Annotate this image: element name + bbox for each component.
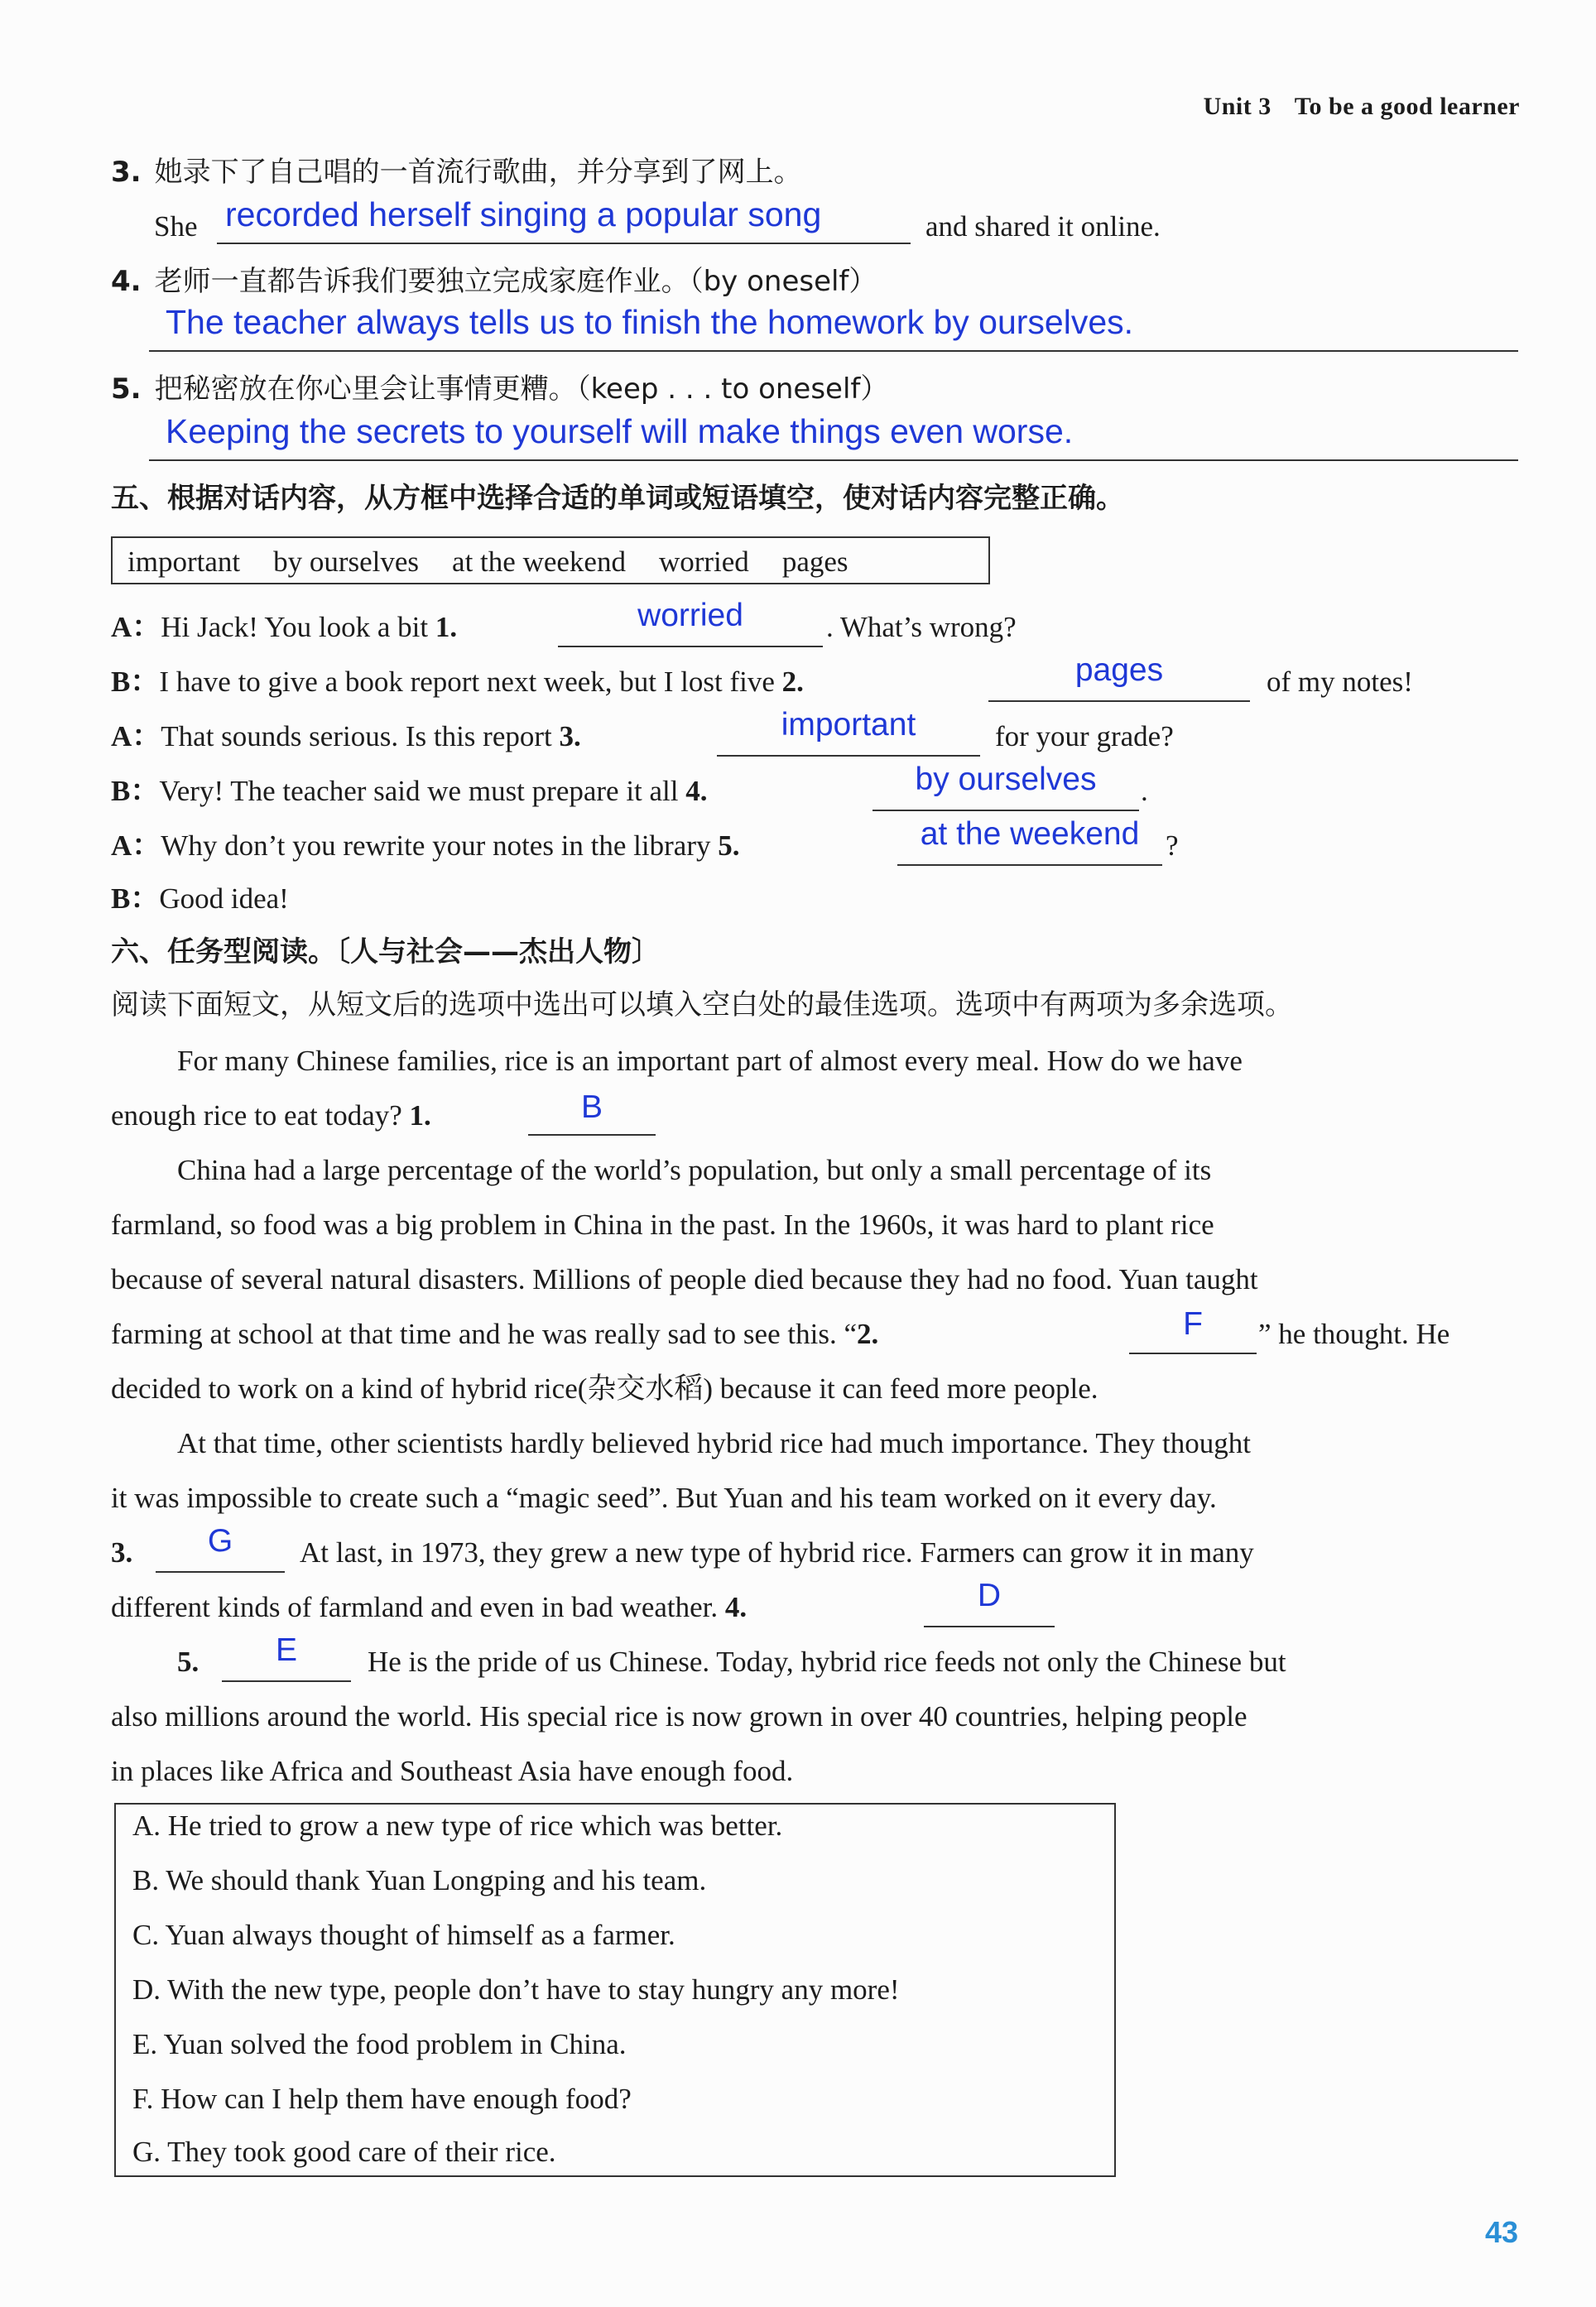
dialogue-blank-5[interactable]	[897, 864, 1162, 866]
dialogue-after-4: .	[1141, 775, 1148, 807]
passage-line: also millions around the world. His special rice is now grown in over 40 countries, helping people	[111, 1700, 1247, 1733]
q3-tail: and shared it online.	[925, 210, 1161, 243]
section5-heading: 五、根据对话内容，从方框中选择合适的单词或短语填空，使对话内容完整正确。	[111, 482, 1124, 515]
unit-title: To be a good learner	[1294, 93, 1520, 120]
passage-line: in places like Africa and Southeast Asia have enough food.	[111, 1755, 794, 1787]
passage-line: 3.	[111, 1536, 133, 1569]
dialogue-line: B：Good idea!	[111, 882, 289, 915]
option-g: G. They took good care of their rice.	[132, 2136, 556, 2168]
passage-line: farmland, so food was a big problem in China in the past. In the 1960s, it was hard to plant rice	[111, 1209, 1214, 1241]
dialogue-line: A：That sounds serious. Is this report 3.	[111, 720, 581, 752]
word-option: pages	[781, 546, 848, 578]
dialogue-line: A：Why don’t you rewrite your notes in the library 5.	[111, 829, 740, 862]
q3-lead: She	[154, 210, 198, 243]
passage-line: different kinds of farmland and even in bad weather. 4.	[111, 1591, 748, 1623]
q5-answer: Keeping the secrets to yourself will make things even worse.	[166, 412, 1074, 450]
q5-answer-line[interactable]	[149, 459, 1518, 461]
word-option: at the weekend	[452, 546, 626, 578]
dialogue-blank-1[interactable]	[558, 646, 823, 647]
passage-line: because of several natural disasters. Millions of people died because they had no food. Yuan taught	[111, 1263, 1258, 1295]
passage-answer-4: D	[977, 1578, 1002, 1613]
passage-line: At that time, other scientists hardly believed hybrid rice had much importance. They thought	[177, 1427, 1251, 1459]
passage-blank-5[interactable]	[222, 1680, 351, 1682]
word-option: important	[127, 546, 241, 578]
passage-line: He is the pride of us Chinese. Today, hybrid rice feeds not only the Chinese but	[368, 1646, 1286, 1678]
section6-heading: 六、任务型阅读。〔人与社会——杰出人物〕	[111, 935, 660, 968]
passage-blank-4[interactable]	[924, 1626, 1055, 1627]
q3-answer: recorded herself singing a popular song	[225, 195, 822, 233]
dialogue-after-3: for your grade?	[995, 720, 1174, 752]
option-d: D. With the new type, people don’t have to stay hungry any more!	[132, 1973, 900, 2006]
dialogue-blank-3[interactable]	[717, 755, 980, 757]
word-option: worried	[658, 546, 749, 578]
q3-prompt: 3. 她录下了自己唱的一首流行歌曲，并分享到了网上。	[111, 156, 802, 189]
dialogue-line: A：Hi Jack! You look a bit 1.	[111, 611, 458, 643]
option-a: A. He tried to grow a new type of rice which was better.	[132, 1810, 783, 1842]
option-b: B. We should thank Yuan Longping and his team.	[132, 1864, 707, 1896]
dialogue-blank-4[interactable]	[873, 810, 1139, 811]
passage-line: For many Chinese families, rice is an important part of almost every meal. How do we have	[177, 1045, 1243, 1077]
passage-blank-3[interactable]	[156, 1571, 285, 1573]
option-e: E. Yuan solved the food problem in China.	[132, 2028, 627, 2060]
dialogue-after-5: ?	[1166, 829, 1179, 862]
word-box	[111, 536, 990, 584]
dialogue-answer-1: worried	[637, 598, 743, 633]
unit-label: Unit 3	[1203, 93, 1272, 120]
dialogue-line: B：Very! The teacher said we must prepare it all 4.	[111, 775, 708, 807]
option-f: F. How can I help them have enough food?	[132, 2083, 632, 2115]
q3-blank[interactable]	[217, 243, 911, 244]
dialogue-answer-4: by ourselves	[915, 762, 1097, 797]
option-c: C. Yuan always thought of himself as a farmer.	[132, 1919, 675, 1951]
passage-answer-5: E	[275, 1632, 297, 1668]
passage-line: enough rice to eat today? 1.	[111, 1099, 431, 1132]
passage-line: decided to work on a kind of hybrid rice(杂交水稻) because it can feed more people.	[111, 1372, 1098, 1405]
page-number: 43	[1484, 2215, 1518, 2249]
passage-answer-1: B	[580, 1089, 603, 1125]
passage-answer-3: G	[207, 1523, 233, 1559]
passage-line: farming at school at that time and he was really sad to see this. “2.	[111, 1318, 879, 1350]
dialogue-answer-3: important	[781, 707, 916, 743]
dialogue-answer-2: pages	[1074, 652, 1164, 688]
passage-blank-1[interactable]	[528, 1134, 656, 1136]
page-header	[1204, 93, 1520, 121]
passage-blank-2[interactable]	[1129, 1353, 1257, 1354]
passage-line-end: ” he thought. He	[1258, 1318, 1450, 1350]
q4-answer-line[interactable]	[149, 350, 1518, 352]
q4-prompt: 4. 老师一直都告诉我们要独立完成家庭作业。（by oneself）	[111, 265, 877, 298]
passage-line: At last, in 1973, they grew a new type of hybrid rice. Farmers can grow it in many	[300, 1536, 1254, 1569]
passage-line: 5.	[177, 1646, 200, 1678]
section6-instruction: 阅读下面短文，从短文后的选项中选出可以填入空白处的最佳选项。选项中有两项为多余选项。	[111, 988, 1293, 1021]
q5-prompt: 5. 把秘密放在你心里会让事情更糟。（keep . . . to oneself）	[111, 372, 889, 406]
dialogue-answer-5: at the weekend	[920, 816, 1140, 852]
dialogue-after-1: . What’s wrong?	[826, 611, 1017, 643]
dialogue-line: B：I have to give a book report next week, but I lost five 2.	[111, 666, 804, 698]
dialogue-after-2: of my notes!	[1267, 666, 1413, 698]
q4-answer: The teacher always tells us to finish the homework by ourselves.	[166, 303, 1134, 341]
passage-line: China had a large percentage of the world’s population, but only a small percentage of its	[177, 1154, 1212, 1186]
options-box	[114, 1803, 1116, 2177]
dialogue-blank-2[interactable]	[988, 700, 1250, 702]
passage-line: it was impossible to create such a “magic seed”. But Yuan and his team worked on it every day.	[111, 1482, 1217, 1514]
word-option: by ourselves	[273, 546, 420, 578]
passage-answer-2: F	[1183, 1306, 1203, 1342]
